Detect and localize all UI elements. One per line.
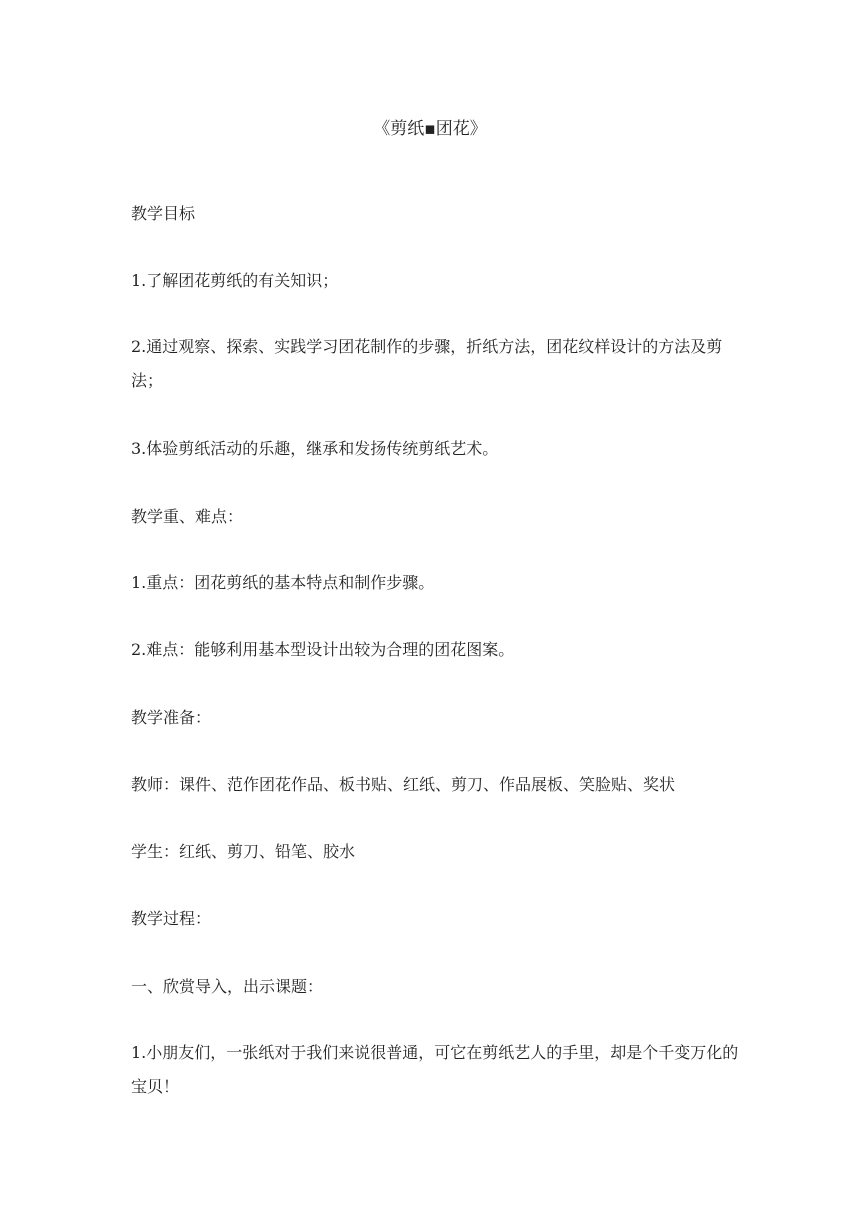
objective-item-1: 1.了解团花剪纸的有关知识； [131,271,339,290]
section-heading-process: 教学过程： [131,909,212,928]
process-step-paragraph-1: 1.小朋友们，一张纸对于我们来说很普通，可它在剪纸艺人的手里，却是个千变万化的宝贝！ [131,1043,739,1096]
key-point-item-1: 1.重点：团花剪纸的基本特点和制作步骤。 [131,573,435,592]
objective-item-3: 3.体验剪纸活动的乐趣，继承和发扬传统剪纸艺术。 [131,439,499,458]
process-step-heading-1: 一、欣赏导入，出示课题： [131,977,324,996]
section-heading-key-points: 教学重、难点： [131,507,244,526]
key-point-item-2: 2.难点：能够利用基本型设计出较为合理的团花图案。 [131,640,515,659]
objective-item-2: 2.通过观察、探索、实践学习团花制作的步骤，折纸方法，团花纹样设计的方法及剪法； [131,337,723,390]
preparation-teacher: 教师：课件、范作团花作品、板书贴、红纸、剪刀、作品展板、笑脸贴、奖状 [131,775,676,794]
document-title: 《剪纸▪团花》 [373,119,487,139]
section-heading-preparation: 教学准备： [131,708,212,727]
section-heading-objectives: 教学目标 [131,204,196,223]
preparation-student: 学生：红纸、剪刀、铅笔、胶水 [131,842,356,861]
